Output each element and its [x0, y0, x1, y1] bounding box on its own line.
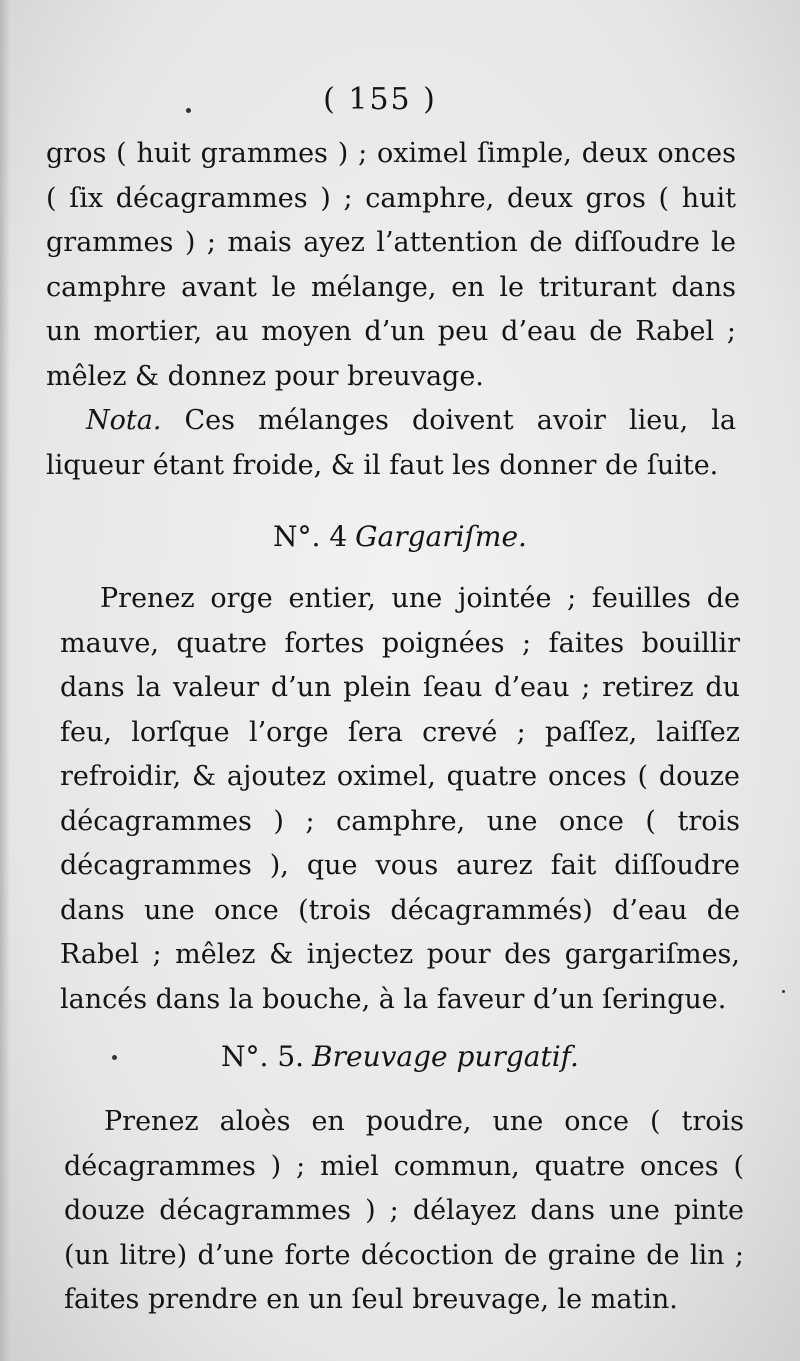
nota-text: Ces mélanges doivent avoir lieu, la liqueur étant froide, & il faut les donner de ſuite.	[46, 405, 736, 481]
section-4-title: Gargariſme.	[355, 520, 527, 553]
section-4-body	[60, 577, 740, 1022]
page-edge-shadow	[0, 0, 10, 1361]
nota-paragraph	[46, 399, 736, 488]
section-5-text: Prenez aloès en poudre, une once ( trois décagrammes ) ; miel commun, quatre onces ( douze décagrammes ) ; délayez dans une pinte (un litre) d’une forte décoction de graine de lin ; faites prendre en un ſeul breuvage, le matin.	[64, 1106, 744, 1315]
ink-speck	[782, 990, 785, 993]
ink-speck	[112, 1055, 117, 1060]
continuation-paragraph	[46, 132, 736, 488]
ink-speck	[186, 108, 191, 113]
section-5-number: N°. 5.	[221, 1040, 305, 1073]
recipe-continuation-text: gros ( huit grammes ) ; oximel ſimple, deux onces ( ſix décagrammes ) ; camphre, deux gros ( huit grammes ) ; mais ayez l’attention de diſſoudre le camphre avant le mélange, en le triturant dans un mortier, au moyen d’un peu d’eau de Rabel ; mêlez & donnez pour breuvage.	[46, 138, 736, 392]
section-4-number: N°. 4	[273, 520, 348, 553]
section-4-heading	[0, 520, 800, 553]
section-5-heading	[0, 1040, 800, 1073]
section-5-body	[64, 1100, 744, 1323]
section-5-title: Breuvage purgatif.	[312, 1040, 579, 1073]
section-4-text: Prenez orge entier, une jointée ; feuilles de mauve, quatre fortes poignées ; faites bouillir dans la valeur d’un plein ſeau d’eau ; retirez du feu, lorſque l’orge ſera crevé ; paſſez, laiſſez refroidir, & ajoutez oximel, quatre onces ( douze décagrammes ) ; camphre, une once ( trois décagrammes ), que vous aurez fait diſſoudre dans une once (trois décagrammés) d’eau de Rabel ; mêlez & injectez pour des gargariſmes, lancés dans la bouche, à la faveur d’un ſeringue.	[60, 583, 740, 1015]
nota-label: Nota.	[86, 405, 162, 436]
page-number: ( 155 )	[323, 82, 437, 117]
